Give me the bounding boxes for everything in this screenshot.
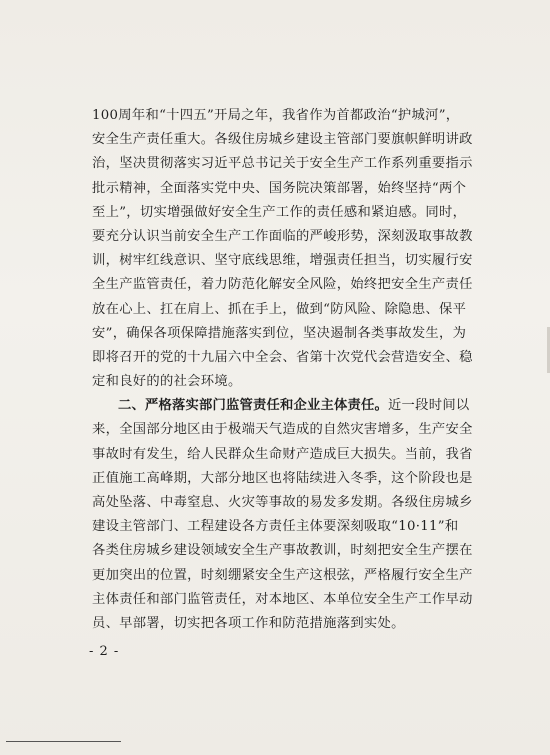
paragraph-line: 主体责任和部门监管责任，对本地区、本单位安全生产工作早动 — [92, 591, 473, 607]
paragraph-line: 员、早部署，切实把各项工作和防范措施落到实处。 — [92, 615, 405, 631]
paragraph-line: 高处坠落、中毒窒息、火灾等事故的易发多发期。各级住房城乡 — [92, 495, 473, 510]
paragraph-line: 各类住房城乡建设领域安全生产事故教训，时刻把安全生产摆在 — [92, 543, 473, 559]
paragraph-line: 训，树牢红线意识、坚守底线思维，增强责任担当，切实履行安 — [92, 253, 473, 269]
paragraph-line: 建设主管部门、工程建设各方责任主体要深刻吸取“10·11”和 — [92, 519, 459, 535]
page-number: - 2 - — [89, 644, 120, 659]
paragraph-line: 要充分认识当前安全生产工作面临的严峻形势，深刻汲取事故教 — [92, 228, 473, 244]
paragraph-line: 治，坚决贯彻落实习近平总书记关于安全生产工作系列重要指示 — [92, 156, 473, 172]
section-2-first-line-text: 近一段时间以 — [387, 398, 470, 414]
footer-rule — [6, 741, 121, 742]
paragraph-line: 安全生产责任重大。各级住房城乡建设主管部门要旗帜鲜明讲政 — [92, 132, 473, 148]
paragraph-line: 批示精神，全面落实党中央、国务院决策部署，始终坚持“两个 — [92, 180, 467, 196]
paragraph-line: 正值施工高峰期，大部分地区也将陆续进入冬季，这个阶段也是 — [92, 470, 473, 486]
paragraph-line: 事故时有发生，给人民群众生命财产造成巨大损失。当前，我省 — [92, 446, 473, 462]
paragraph-line: 至上”，切实增强做好安全生产工作的责任感和紧迫感。同时， — [92, 204, 467, 220]
paragraph-line: 100周年和“十四五”开局之年，我省作为首都政治“护城河”， — [92, 108, 460, 123]
paragraph-line: 更加突出的位置，时刻绷紧安全生产这根弦，严格履行安全生产 — [92, 567, 473, 583]
paragraph-line: 来，全国部分地区由于极端天气造成的自然灾害增多，生产安全 — [92, 422, 473, 438]
paragraph-line: 安”，确保各项保障措施落实到位，坚决遏制各类事故发生，为 — [92, 325, 467, 341]
body-text — [92, 104, 473, 636]
paragraph-line: 放在心上、扛在肩上、抓在手上，做到“防风险、除隐患、保平 — [92, 301, 467, 317]
section-2-first-line — [92, 394, 470, 418]
paragraph-line: 全生产监管责任，着力防范化解安全风险，始终把安全生产责任 — [92, 277, 473, 293]
section-2-heading: 二、严格落实部门监管责任和企业主体责任。 — [118, 398, 388, 414]
paragraph-line: 即将召开的党的十九届六中全会、省第十次党代会营造安全、稳 — [92, 349, 473, 365]
paragraph-line: 定和良好的的社会环境。 — [92, 374, 242, 390]
